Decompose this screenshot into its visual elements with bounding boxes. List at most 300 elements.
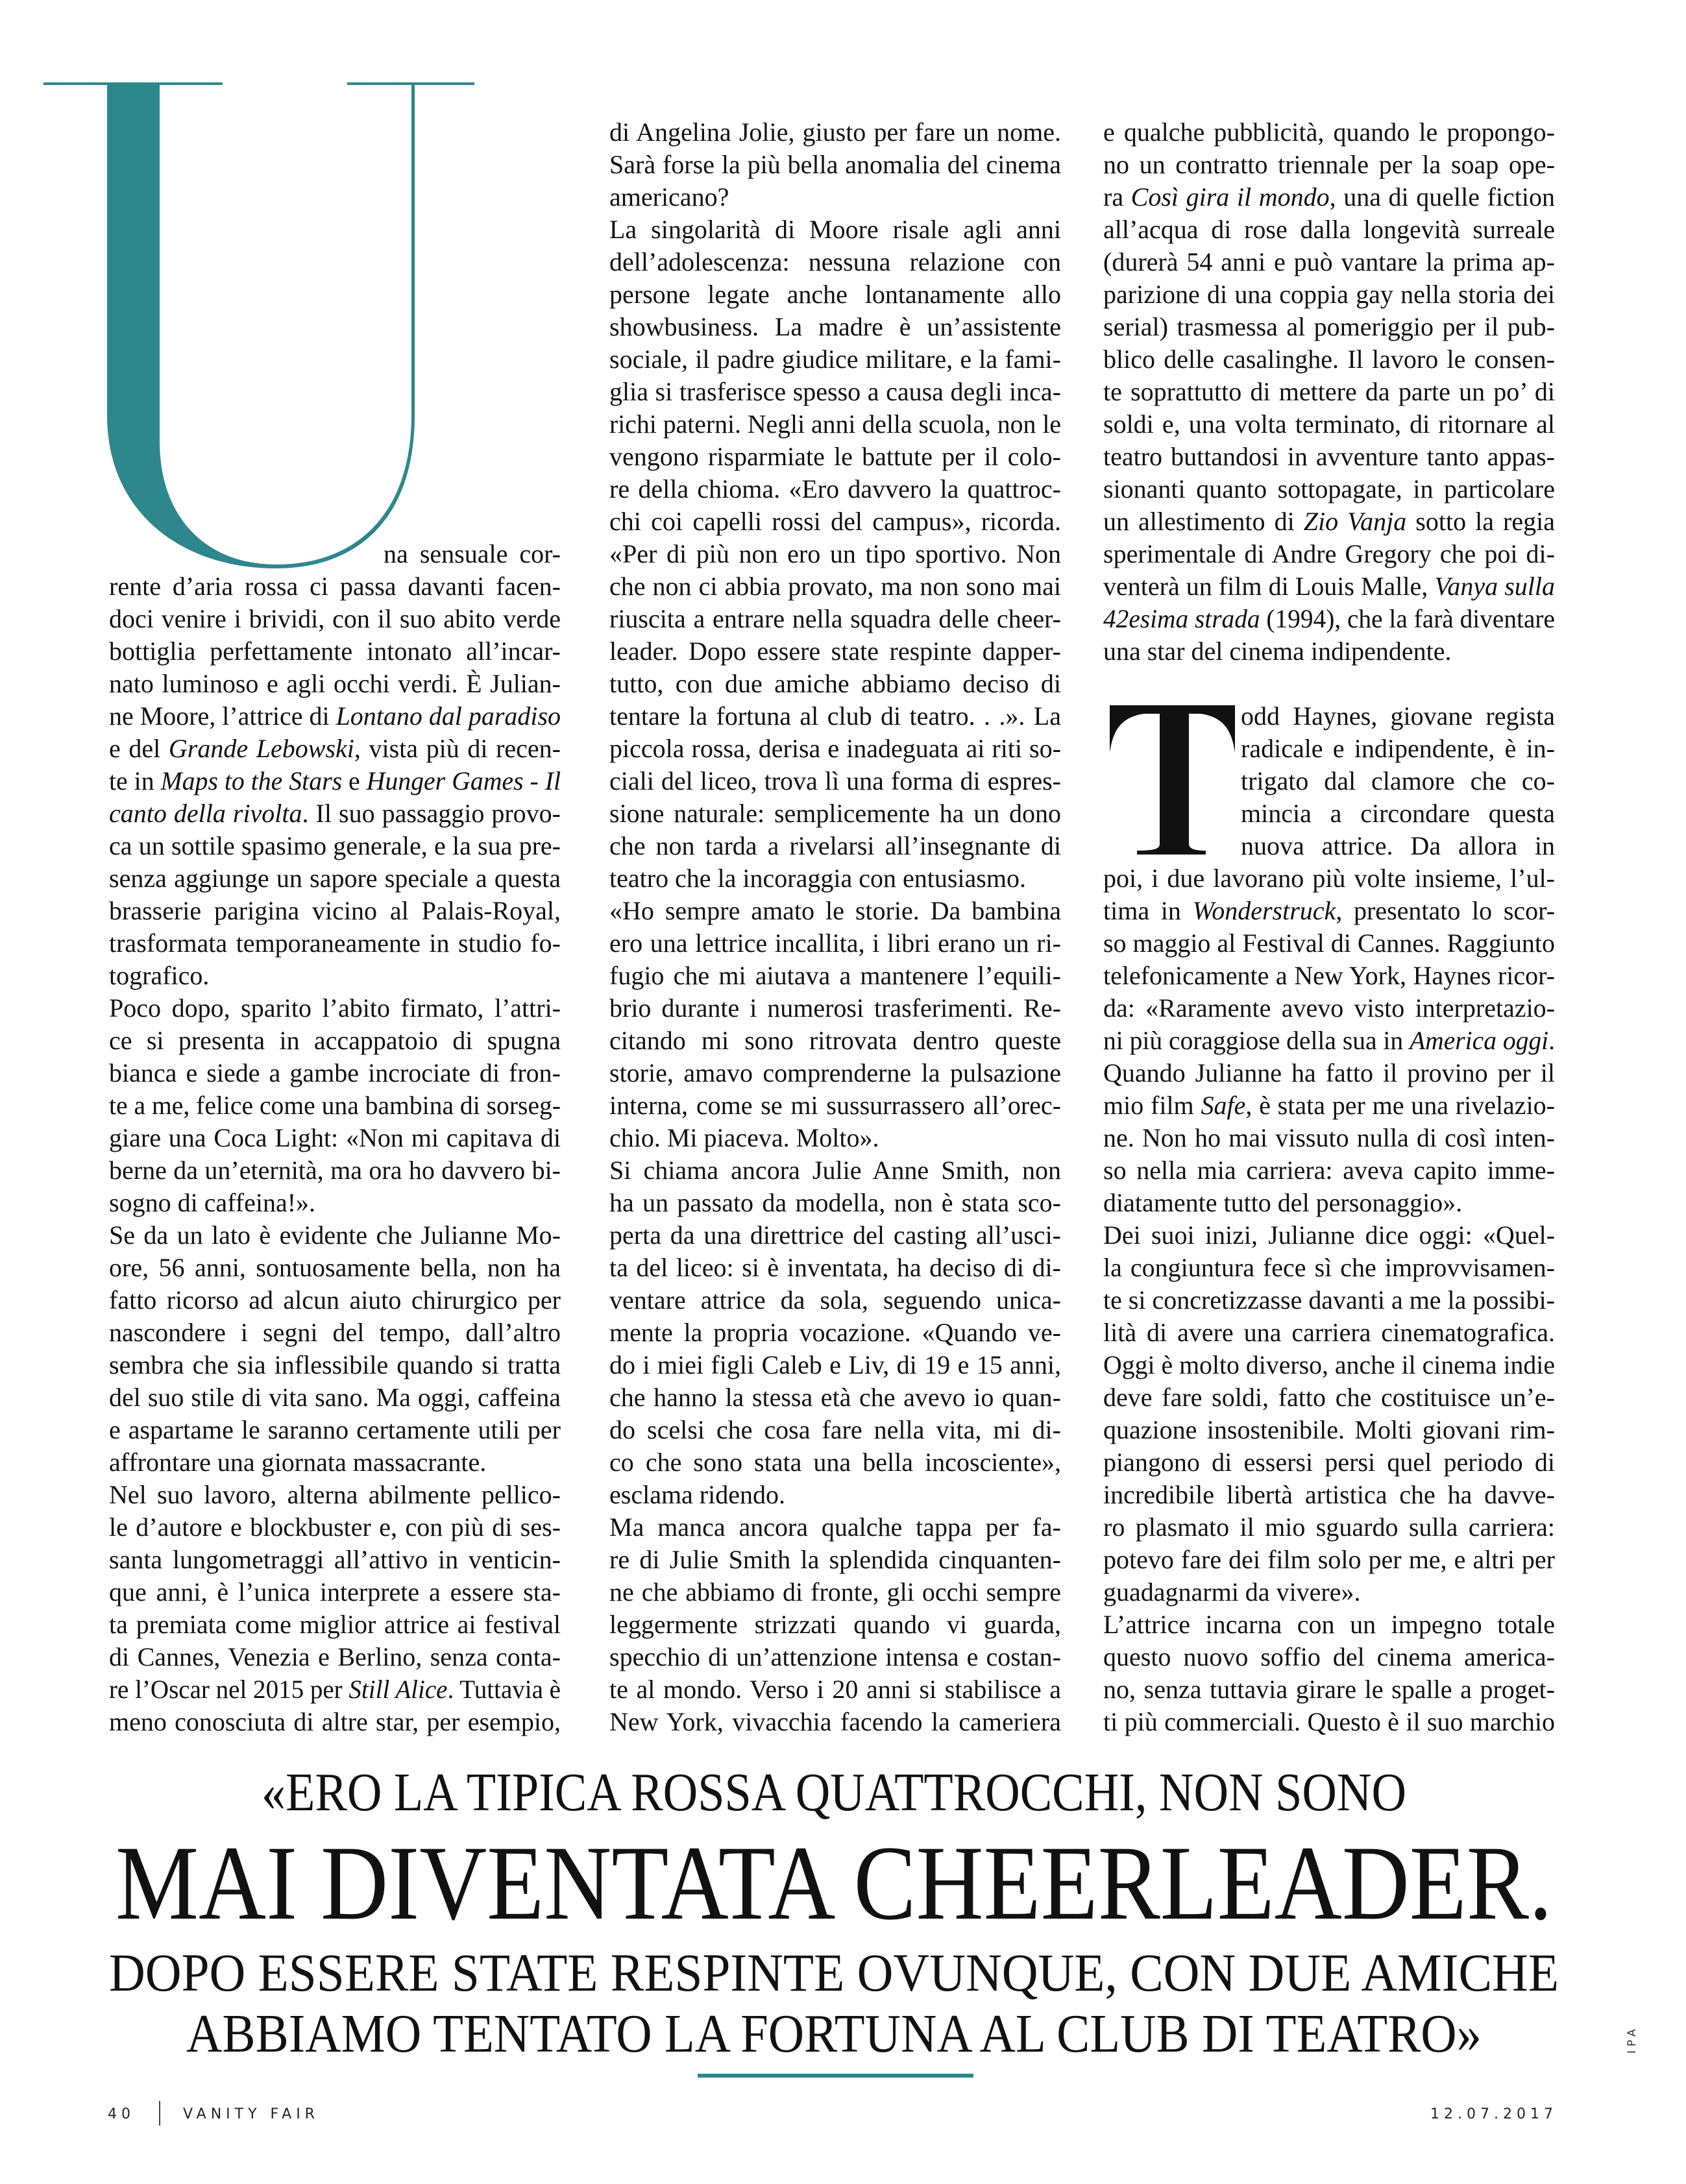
text-line — [109, 635, 561, 668]
text-run: e — [342, 766, 367, 795]
italic-title: Vanya sulla — [1434, 572, 1556, 601]
text-line — [109, 1025, 561, 1057]
text-line-content: brio durante i numerosi trasferimenti. Re- — [609, 993, 1061, 1023]
text-line-content — [109, 700, 561, 733]
italic-title: Grande Lebowski — [168, 734, 354, 763]
text-line — [609, 635, 1061, 668]
text-line — [609, 1576, 1061, 1608]
text-line — [1103, 1316, 1555, 1349]
text-line — [1103, 343, 1555, 376]
text-line-content: citando mi sono ritrovata dentro queste — [609, 1026, 1061, 1055]
text-line — [609, 1219, 1061, 1252]
text-line-content: re della chioma. «Ero davvero la quattroc- — [609, 474, 1061, 504]
text-line — [609, 733, 1061, 765]
text-line-content: serial) trasmessa al pomeriggio per il pub- — [1103, 312, 1555, 341]
text-line — [1103, 1641, 1555, 1673]
text-line-content: teatro buttandosi in avventure tanto appas- — [1103, 442, 1555, 471]
text-line — [609, 927, 1061, 960]
text-line-content: vengono risparmiate le battute per il colo- — [609, 442, 1061, 471]
text-line — [109, 1349, 561, 1381]
text-line-content: bottiglia perfettamente intonato all’incar- — [109, 637, 561, 666]
text-line — [109, 765, 561, 797]
text-line — [109, 1576, 561, 1608]
text-line — [109, 668, 561, 700]
text-line — [109, 1187, 561, 1219]
text-line-content: americano? — [609, 182, 729, 212]
text-line — [109, 830, 561, 862]
text-line-content: leader. Dopo essere state respinte dapper- — [609, 637, 1061, 666]
text-line — [609, 181, 1061, 213]
text-run: te in — [109, 766, 161, 795]
italic-title: Zio Vanja — [1303, 507, 1407, 536]
text-line-content: te al mondo. Verso i 20 anni si stabilisce a — [609, 1675, 1061, 1704]
text-line-content: co che sono stata una bella incosciente», — [609, 1448, 1061, 1477]
text-line-content: Oggi è molto diverso, anche il cinema indie — [1103, 1350, 1555, 1379]
text-line-content: all’acqua di rose dalla longevità surreale — [1103, 215, 1555, 244]
text-line — [1103, 213, 1555, 246]
text-line-content — [1103, 505, 1555, 538]
text-line — [609, 1511, 1061, 1544]
text-line-content: Poco dopo, sparito l’abito firmato, l’attri- — [109, 993, 561, 1023]
text-line-content: da: «Raramente avevo visto interpretazio- — [1103, 993, 1555, 1023]
text-line — [609, 1414, 1061, 1446]
text-line-content: na sensuale cor- — [384, 539, 561, 568]
text-line — [109, 1673, 561, 1706]
text-line-content: parizione di una coppia gay nella storia dei — [1103, 280, 1555, 309]
text-line-content: Sarà forse la più bella anomalia del cinema — [609, 150, 1061, 179]
text-line-content: te si concretizzasse davanti a me la possibi- — [1103, 1285, 1555, 1315]
text-line-content: (durerà 54 anni e può vantare la prima ap- — [1103, 247, 1555, 276]
text-line — [609, 538, 1061, 570]
text-line — [1103, 441, 1555, 473]
text-line-content: berne da un’eternità, ma ora ho davvero bi- — [109, 1156, 561, 1185]
text-line — [1241, 765, 1555, 797]
text-line-content: piccola rossa, derisa e inadeguata ai riti so- — [609, 734, 1061, 763]
drop-cap-t — [1103, 701, 1240, 860]
text-line — [109, 992, 561, 1025]
text-line — [1103, 278, 1555, 311]
text-line-content: Si chiama ancora Julie Anne Smith, non — [609, 1156, 1061, 1185]
text-line — [609, 311, 1061, 343]
text-line — [109, 1284, 561, 1316]
text-line-content: te soprattutto di mettere da parte un po’ di — [1103, 377, 1555, 406]
text-line — [609, 376, 1061, 408]
text-line — [1241, 700, 1555, 733]
text-line-content: del suo stile di vita sano. Ma oggi, caffeina — [109, 1383, 561, 1412]
text-run: sotto la regia — [1406, 507, 1555, 536]
text-run: , una di quelle fiction — [1329, 182, 1555, 212]
text-line-content: mente la propria vocazione. «Quando ve- — [609, 1318, 1061, 1347]
text-line — [1103, 1252, 1555, 1284]
text-line — [109, 960, 561, 992]
pull-quote-line-1: «ERO LA TIPICA ROSSA QUATTROCCHI, NON SONO — [262, 1762, 1406, 1823]
text-line — [109, 927, 561, 960]
text-line — [1103, 1446, 1555, 1479]
text-run: re l’Oscar nel 2015 per — [109, 1675, 349, 1704]
text-line — [109, 1641, 561, 1673]
text-line — [609, 473, 1061, 505]
text-line — [109, 1219, 561, 1252]
text-line-content: perta da una direttrice del casting all’usci- — [609, 1220, 1061, 1250]
text-line — [1103, 1284, 1555, 1316]
drop-cap-u — [0, 0, 493, 577]
text-line — [109, 1479, 561, 1511]
text-line-content: leggermente strizzati quando vi guarda, — [609, 1610, 1061, 1639]
text-line-content: teatro che la incoraggia con entusiasmo. — [609, 864, 1026, 893]
text-line-content: ciali del liceo, trova lì una forma di espres- — [609, 766, 1061, 795]
text-line-content: tutto, con due amiche abbiamo deciso di — [609, 669, 1061, 698]
text-line — [609, 668, 1061, 700]
italic-title: canto della rivolta — [109, 799, 302, 828]
text-line — [609, 1122, 1061, 1154]
text-line-content: esclama ridendo. — [609, 1480, 785, 1509]
text-line — [609, 1706, 1061, 1738]
text-line — [609, 765, 1061, 797]
italic-title: Still Alice — [348, 1675, 448, 1704]
text-line — [109, 797, 561, 830]
italic-title: 42esima strada — [1103, 604, 1260, 633]
text-line — [1103, 473, 1555, 505]
text-line-content: deve fare soldi, fatto che costituisce un’e- — [1103, 1383, 1555, 1412]
footer-divider — [159, 2101, 160, 2126]
text-line — [1103, 1187, 1555, 1219]
issue-date: 12.07.2017 — [1430, 2106, 1558, 2122]
text-line — [109, 733, 561, 765]
text-line — [609, 603, 1061, 635]
text-line — [609, 1349, 1061, 1381]
text-run: (1994), che la farà diventare — [1260, 604, 1555, 633]
text-line — [609, 1187, 1061, 1219]
text-line — [1103, 311, 1555, 343]
pull-quote-line-3: DOPO ESSERE STATE RESPINTE OVUNQUE, CON DUE AMICHE — [109, 1943, 1559, 2002]
text-line-content: Dei suoi inizi, Julianne dice oggi: «Quel- — [1103, 1220, 1555, 1250]
text-line-content: so nella mia carriera: aveva capito imme- — [1103, 1156, 1555, 1185]
text-line — [1241, 733, 1555, 765]
text-line-content: trasformata temporaneamente in studio fo- — [109, 928, 561, 958]
text-line — [1103, 960, 1555, 992]
text-run: tima in — [1103, 896, 1193, 925]
text-line-content: questo nuovo soffio del cinema america- — [1103, 1642, 1555, 1671]
text-line — [384, 538, 561, 570]
text-line — [1103, 376, 1555, 408]
text-line-content: persone legate anche lontanamente allo — [609, 280, 1061, 309]
text-line — [1103, 895, 1555, 927]
text-line-content: do i miei figli Caleb e Liv, di 19 e 15 anni, — [609, 1350, 1061, 1379]
text-line-content — [1103, 181, 1555, 213]
text-line-content: showbusiness. La madre è un’assistente — [609, 312, 1061, 341]
text-line — [109, 1381, 561, 1414]
text-line-content: chio. Mi piaceva. Molto». — [609, 1123, 879, 1152]
text-line — [109, 895, 561, 927]
text-line — [1103, 1089, 1555, 1122]
text-line-content: sembra che sia inflessibile quando si tratta — [109, 1350, 561, 1379]
text-line-content: nato luminoso e agli occhi verdi. È Julian- — [109, 669, 561, 698]
text-line-content: chi coi capelli rossi del campus», ricorda. — [609, 507, 1061, 536]
text-line — [1103, 1706, 1555, 1738]
text-line-content: di Angelina Jolie, giusto per fare un nome. — [609, 117, 1061, 147]
text-line-content: e qualche pubblicità, quando le propongo- — [1103, 117, 1555, 147]
drop-cap-u-serif-right — [347, 82, 474, 85]
text-line-content: glia si trasferisce spesso a causa degli inca- — [609, 377, 1061, 406]
text-line-content: giare una Coca Light: «Non mi capitava di — [109, 1123, 561, 1152]
text-run: un allestimento di — [1103, 507, 1304, 536]
text-line — [109, 1122, 561, 1154]
text-line — [1103, 181, 1555, 213]
text-line — [609, 1252, 1061, 1284]
text-line-content: santa lungometraggi all’attivo in venticin- — [109, 1545, 561, 1574]
text-line — [109, 1544, 561, 1576]
text-line-content: storie, amavo comprenderne la pulsazione — [609, 1058, 1061, 1087]
text-line — [609, 960, 1061, 992]
text-line-content: potevo fare dei film solo per me, e altri per — [1103, 1545, 1555, 1574]
page-number: 40 — [108, 2106, 135, 2122]
text-line — [1103, 538, 1555, 570]
text-run: ne Moore, l’attrice di — [109, 701, 336, 731]
drop-cap-u-glyph — [107, 84, 415, 568]
text-line-content — [1103, 1025, 1555, 1057]
text-run: . Tuttavia è — [447, 1675, 561, 1704]
text-line-content: radicale e indipendente, è in- — [1241, 734, 1555, 763]
text-line — [1103, 1414, 1555, 1446]
text-line-content: diatamente tutto del personaggio». — [1103, 1188, 1463, 1217]
text-line — [609, 992, 1061, 1025]
text-line-content: senza aggiunge un sapore speciale a questa — [109, 864, 561, 893]
text-run: e del — [109, 734, 169, 763]
text-line — [609, 1673, 1061, 1706]
text-line-content: ne che abbiamo di fronte, gli occhi sempre — [609, 1577, 1061, 1607]
text-line — [1241, 830, 1555, 862]
italic-title: Wonderstruck — [1192, 896, 1336, 925]
text-line — [609, 570, 1061, 603]
text-line-content: ha un passato da modella, non è stata sco- — [609, 1188, 1061, 1217]
text-line — [109, 1414, 561, 1446]
text-line-content — [109, 1673, 561, 1706]
text-line — [1103, 1576, 1555, 1608]
italic-title: Hunger Games - Il — [366, 766, 561, 795]
italic-title: Maps to the Stars — [160, 766, 343, 795]
text-line-content: tografico. — [109, 961, 210, 990]
text-line — [1103, 116, 1555, 149]
text-line-content — [1103, 1089, 1555, 1122]
text-line — [1103, 1381, 1555, 1414]
text-line — [609, 278, 1061, 311]
text-line — [109, 1089, 561, 1122]
text-line-content: blico delle casalinghe. Il lavoro le consen- — [1103, 345, 1555, 374]
text-line-content: Quando Julianne ha fatto il provino per il — [1103, 1058, 1555, 1087]
text-line-content: New York, vivacchia facendo la cameriera — [609, 1707, 1061, 1736]
text-line — [1103, 635, 1555, 668]
pull-quote-line-2: MAI DIVENTATA CHEERLEADER. — [116, 1825, 1552, 1942]
text-line-content: sionanti quanto sottopagate, in particolare — [1103, 474, 1555, 504]
text-line-content — [1103, 570, 1555, 603]
text-line-content: richi paterni. Negli anni della scuola, non le — [609, 409, 1061, 439]
pull-quote-line-4: ABBIAMO TENTATO LA FORTUNA AL CLUB DI TEATRO» — [186, 2004, 1482, 2064]
text-line-content: Se da un lato è evidente che Julianne Mo- — [109, 1220, 561, 1250]
text-line — [609, 830, 1061, 862]
text-line-content: fugio che mi aiutava a mantenere l’equili- — [609, 961, 1061, 990]
text-line-content — [109, 733, 561, 765]
text-line-content: telefonicamente a New York, Haynes ricor- — [1103, 961, 1555, 990]
text-line — [609, 1057, 1061, 1089]
text-line — [609, 700, 1061, 733]
text-line-content: che non ci abbia provato, ma non sono mai — [609, 572, 1061, 601]
text-line-content: te a me, felice come una bambina di sorseg- — [109, 1091, 561, 1120]
text-line — [1103, 603, 1555, 635]
text-line-content: odd Haynes, giovane regista — [1241, 701, 1555, 731]
text-line-content: lità di avere una carriera cinematografica. — [1103, 1318, 1555, 1347]
text-line-content: brasserie parigina vicino al Palais-Royal, — [109, 896, 561, 925]
italic-title: Safe — [1201, 1091, 1246, 1120]
text-line-content: re di Julie Smith la splendida cinquanten- — [609, 1545, 1061, 1574]
text-line-content: che hanno la stessa età che avevo io quan- — [609, 1383, 1061, 1412]
text-line — [1103, 1122, 1555, 1154]
text-line-content: ta del liceo: si è inventata, ha deciso di di- — [609, 1253, 1061, 1282]
italic-title: Lontano dal paradiso — [336, 701, 561, 731]
text-line — [1103, 505, 1555, 538]
text-line-content: mincia a circondare questa — [1241, 799, 1555, 828]
text-run: . — [1548, 1026, 1555, 1055]
italic-title: America oggi — [1410, 1026, 1549, 1055]
text-line-content: sperimentale di Andre Gregory che poi di- — [1103, 539, 1555, 568]
text-line-content — [109, 797, 561, 830]
text-run: ra — [1103, 182, 1131, 212]
magazine-name: VANITY FAIR — [183, 2106, 319, 2122]
text-line — [609, 116, 1061, 149]
text-line — [1241, 797, 1555, 830]
text-line-content: ro plasmato il mio sguardo sulla carriera: — [1103, 1512, 1555, 1542]
text-line — [1103, 570, 1555, 603]
text-line-content: «Ho sempre amato le storie. Da bambina — [609, 896, 1061, 925]
text-line-content — [1103, 603, 1555, 635]
text-line-content: la congiuntura fece sì che improvvisamen- — [1103, 1253, 1555, 1282]
text-run: , vista più di recen- — [354, 734, 561, 763]
text-line-content: di Cannes, Venezia e Berlino, senza conta- — [109, 1642, 561, 1671]
text-line-content: ti più commerciali. Questo è il suo marchio — [1103, 1707, 1555, 1736]
text-line — [609, 1608, 1061, 1641]
text-line-content: so maggio al Festival di Cannes. Raggiunto — [1103, 928, 1555, 958]
text-line — [609, 1641, 1061, 1673]
text-line-content: una star del cinema indipendente. — [1103, 637, 1452, 666]
text-line-content: La singolarità di Moore risale agli anni — [609, 215, 1061, 244]
text-line — [609, 1381, 1061, 1414]
text-run: , è stata per me una rivelazio- — [1245, 1091, 1555, 1120]
text-line — [609, 1284, 1061, 1316]
text-run: , presentato lo scor- — [1336, 896, 1555, 925]
text-line-content: fatto ricorso ad alcun aiuto chirurgico per — [109, 1285, 561, 1315]
text-line-content: no, senza tuttavia girare le spalle a proget- — [1103, 1675, 1555, 1704]
text-line-content: dell’adolescenza: nessuna relazione con — [609, 247, 1061, 276]
text-line-content: «Per di più non ero un tipo sportivo. Non — [609, 539, 1061, 568]
text-line-content: ta premiata come miglior attrice ai festival — [109, 1610, 561, 1639]
text-line — [609, 1089, 1061, 1122]
text-line-content: quazione insostenibile. Molti giovani rim- — [1103, 1415, 1555, 1444]
text-line-content: no un contratto triennale per la soap ope- — [1103, 150, 1555, 179]
text-line-content: e aspartame le saranno certamente utili per — [109, 1415, 561, 1444]
text-line-content: ore, 56 anni, sontuosamente bella, non ha — [109, 1253, 561, 1282]
text-line — [1103, 992, 1555, 1025]
text-line-content — [109, 765, 561, 797]
pull-quote — [0, 1752, 1686, 2070]
text-line — [1103, 408, 1555, 441]
text-line-content: ero una lettrice incallita, i libri erano un ri- — [609, 928, 1061, 958]
text-line — [609, 1479, 1061, 1511]
text-line — [109, 570, 561, 603]
text-line — [1103, 1219, 1555, 1252]
text-line — [109, 700, 561, 733]
text-line — [609, 149, 1061, 181]
text-line — [609, 213, 1061, 246]
text-line-content — [1103, 895, 1555, 927]
text-line-content: trigato dal clamore che co- — [1241, 766, 1555, 795]
text-line — [1103, 1479, 1555, 1511]
text-line-content: sogno di caffeina!». — [109, 1188, 316, 1217]
text-line-content: nuova attrice. Da allora in — [1241, 831, 1555, 860]
text-line — [109, 1511, 561, 1544]
text-line — [1103, 1511, 1555, 1544]
text-line — [109, 1057, 561, 1089]
text-line-content: riuscita a entrare nella squadra delle cheer- — [609, 604, 1061, 633]
text-line-content: Nel suo lavoro, alterna abilmente pellico- — [109, 1480, 561, 1509]
text-line-content: que anni, è l’unica interprete a essere sta- — [109, 1577, 561, 1607]
text-run: ni più coraggiose della sua in — [1103, 1026, 1410, 1055]
text-line-content: ce si presenta in accappatoio di spugna — [109, 1026, 561, 1055]
text-line-content: sione naturale: semplicemente ha un dono — [609, 799, 1061, 828]
text-line — [1103, 1154, 1555, 1187]
text-line — [1103, 1025, 1555, 1057]
text-line — [609, 441, 1061, 473]
text-line-content: do scelsi che cosa fare nella vita, mi di- — [609, 1415, 1061, 1444]
pull-quote-divider — [698, 2074, 973, 2078]
text-line — [609, 343, 1061, 376]
text-line — [609, 1316, 1061, 1349]
text-line — [609, 797, 1061, 830]
text-line-content: incredibile libertà artistica che ha davve- — [1103, 1480, 1555, 1509]
text-line — [109, 1608, 561, 1641]
text-line — [609, 1025, 1061, 1057]
text-line-content: soldi e, una volta terminato, di ritornare al — [1103, 409, 1555, 439]
text-line — [609, 1544, 1061, 1576]
text-line — [109, 1252, 561, 1284]
text-line — [609, 1446, 1061, 1479]
text-line-content: rente d’aria rossa ci passa davanti facen- — [109, 572, 561, 601]
text-line-content: L’attrice incarna con un impegno totale — [1103, 1610, 1555, 1639]
text-line — [1103, 862, 1555, 895]
text-line-content: ne. Non ho mai vissuto nulla di così inten- — [1103, 1123, 1555, 1152]
text-line — [1103, 1057, 1555, 1089]
photo-credit: IPA — [1626, 2025, 1639, 2054]
text-line — [1103, 246, 1555, 278]
text-line-content: Ma manca ancora qualche tappa per fa- — [609, 1512, 1061, 1542]
text-line — [1103, 1608, 1555, 1641]
text-line-content: meno conosciuta di altre star, per esempio, — [109, 1707, 561, 1736]
text-line-content: interna, come se mi sussurrassero all’orec- — [609, 1091, 1061, 1120]
text-line-content: ca un sottile spasimo generale, e la sua pre- — [109, 831, 561, 860]
text-line-content: bianca e siede a gambe incrociate di fron- — [109, 1058, 561, 1087]
text-line — [1103, 1349, 1555, 1381]
text-line — [609, 862, 1061, 895]
text-line-content: le d’autore e blockbuster e, con più di ses- — [109, 1512, 561, 1542]
text-line-content: che non tarda a rivelarsi all’insegnante di — [609, 831, 1061, 860]
text-line-content: piangono di essersi persi quel periodo di — [1103, 1448, 1555, 1477]
text-line-content: ventare attrice da sola, seguendo unica- — [609, 1285, 1061, 1315]
text-line-content: guadagnarmi da vivere». — [1103, 1577, 1361, 1607]
text-line-content: poi, i due lavorano più volte insieme, l’ul- — [1103, 864, 1555, 893]
text-line-content: affrontare una giornata massacrante. — [109, 1448, 487, 1477]
text-line-content: specchio di un’attenzione intensa e costan- — [609, 1642, 1061, 1671]
text-line — [109, 1706, 561, 1738]
text-line-content: doci venire i brividi, con il suo abito verde — [109, 604, 561, 633]
text-line — [609, 895, 1061, 927]
